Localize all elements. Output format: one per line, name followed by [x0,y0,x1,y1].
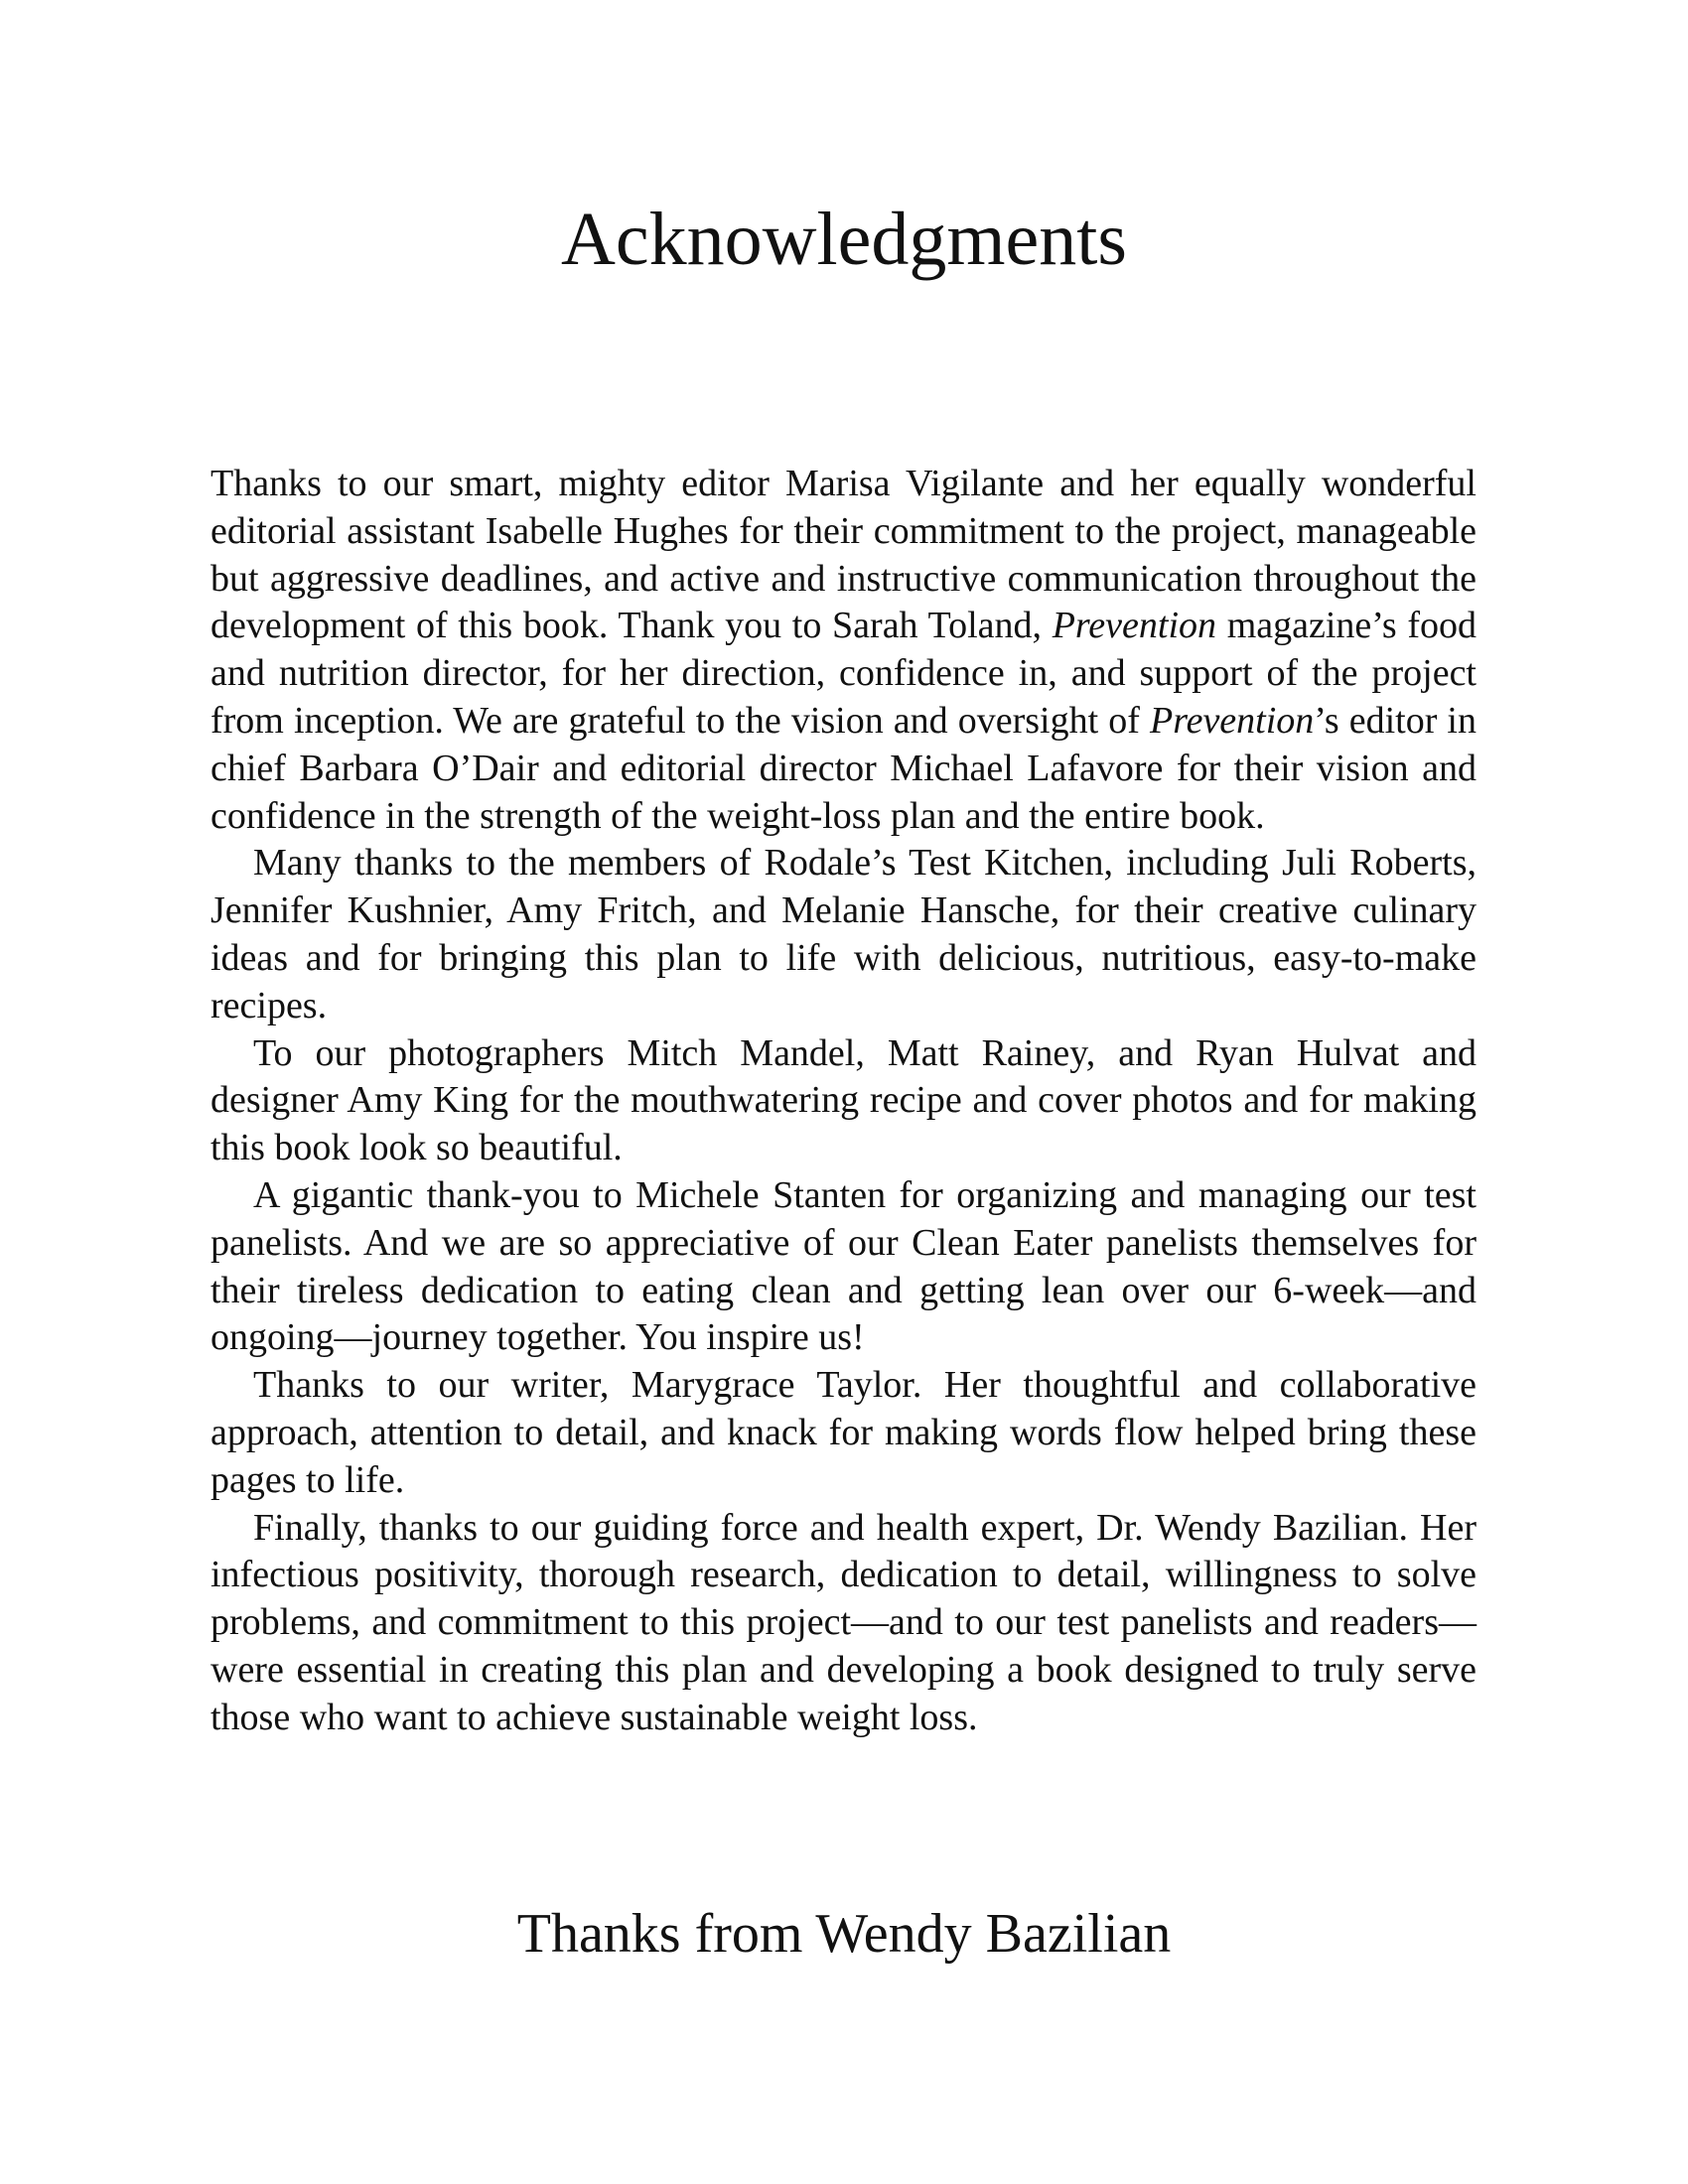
section-heading: Thanks from Wendy Bazilian [516,1903,1172,1965]
acknowledgments-body [211,461,1477,1742]
paragraph-panelists: A gigantic thank-you to Michele Stanten for organizing and managing our test panelists. And we are so appreciative of our Clean Eater panelists themselves for their tireless dedication to eating clean and getting lean over our 6-week—and ongoing—journey together. You inspire us! [211,1173,1477,1359]
paragraph-editors-text-2: magazine’s food and nutrition director, for her direction, confidence in, and support of the project from inception. We are grateful to the vision and oversight of [211,605,1477,742]
paragraph-photographers: To our photographers Mitch Mandel, Matt Rainey, and Ryan Hulvat and designer Amy King for the mouthwatering recipe and cover photos and for making this book look so beautiful. [211,1031,1477,1169]
page-title: Acknowledgments [561,198,1127,281]
paragraph-test-kitchen: Many thanks to the members of Rodale’s Test Kitchen, including Juli Roberts, Jennifer Kushnier, Amy Fritch, and Melanie Hansche, for their creative culinary ideas and for bringing this plan to life with delicious, nutritious, easy-to-make recipes. [211,842,1477,1026]
magazine-title-prevention-2: Prevention [1149,699,1315,742]
paragraph-editors-text-3: ’s editor in chief Barbara O’Dair and editorial director Michael Lafavore for their vision and confidence in the strength of the weight-loss plan and the entire book. [211,699,1477,837]
paragraph-editors [211,461,1477,840]
magazine-title-prevention: Prevention [1052,605,1217,647]
paragraph-health-expert: Finally, thanks to our guiding force and health expert, Dr. Wendy Bazilian. Her infectious positivity, thorough research, dedication to detail, willingness to solve problems, and commitment to this project—and to our test panelists and readers—were essential in creating this plan and developing a book designed to truly serve those who want to achieve sustainable weight loss. [211,1506,1477,1738]
paragraph-editors-text-1: Thanks to our smart, mighty editor Marisa Vigilante and her equally wonderful editorial assistant Isabelle Hughes for their commitment to the project, manageable but aggressive deadlines, and active and instructive communication throughout the development of this book. Thank you to Sarah Toland, [211,463,1477,647]
paragraph-writer: Thanks to our writer, Marygrace Taylor. Her thoughtful and collaborative approach, attention to detail, and knack for making words flow helped bring these pages to life. [211,1364,1477,1501]
